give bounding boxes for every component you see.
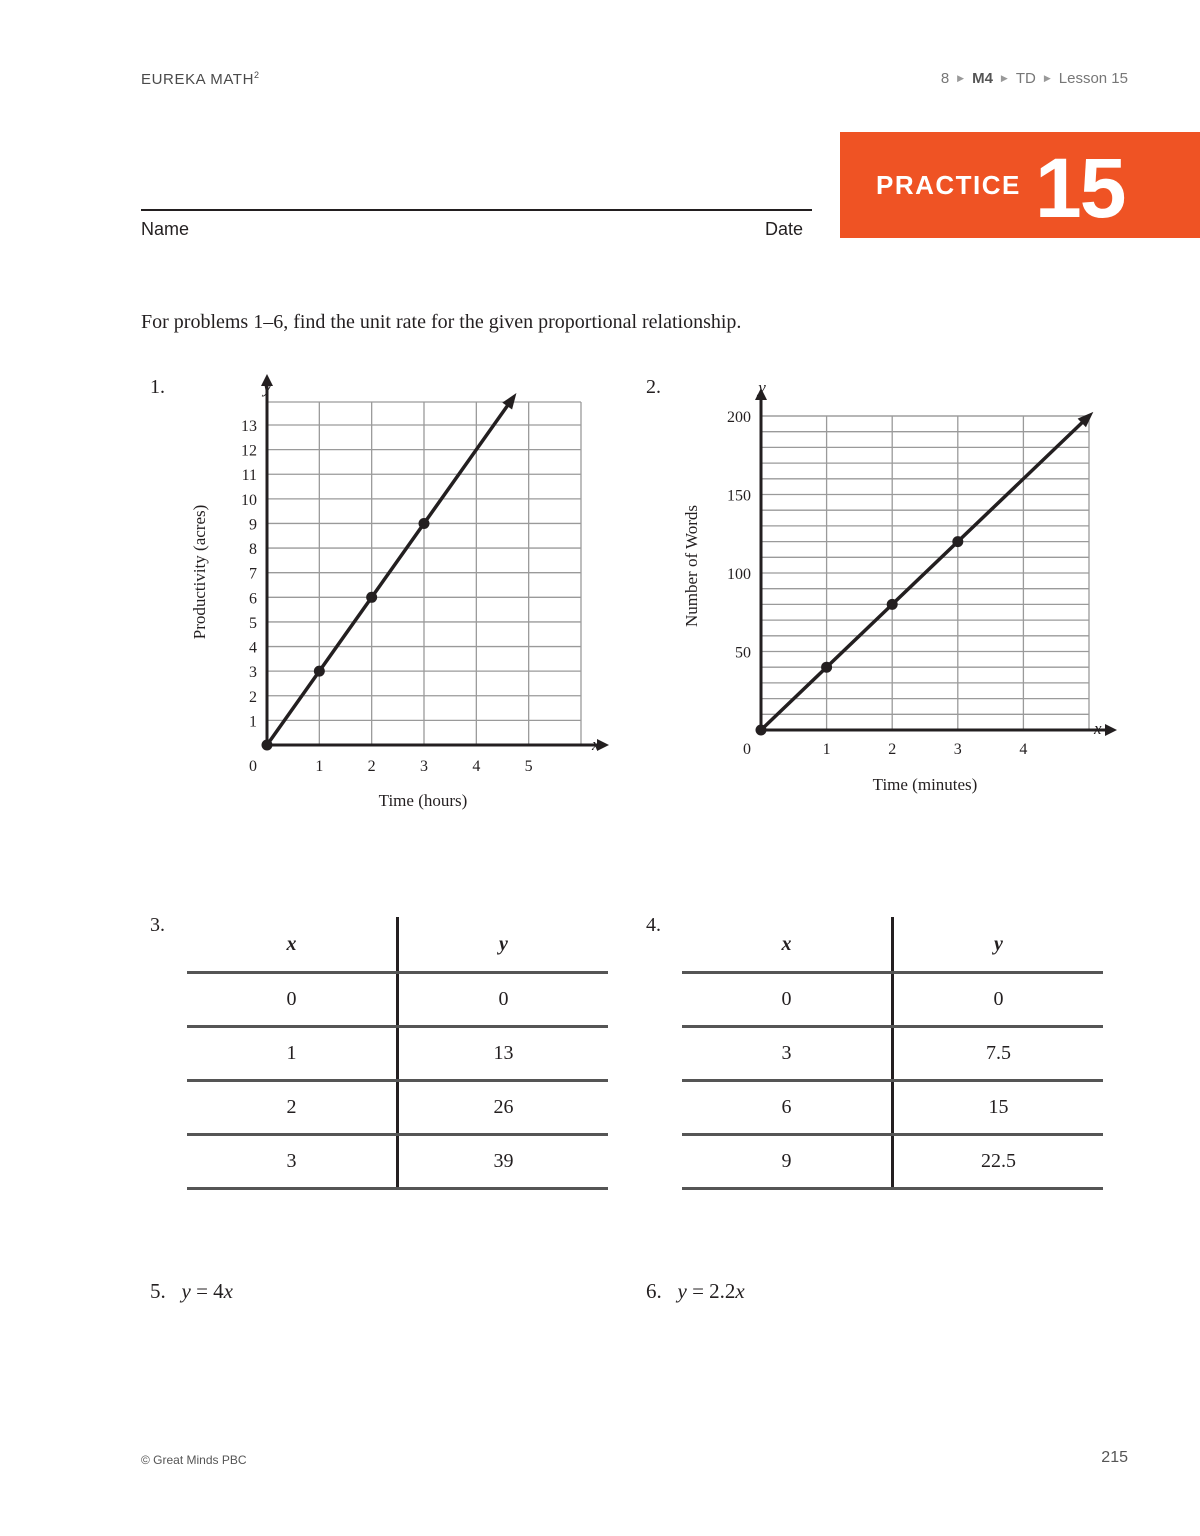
table-row	[682, 1027, 1103, 1081]
eq-5-rhs: = 4	[190, 1279, 224, 1303]
page-number: 215	[1101, 1449, 1128, 1466]
chart-2-tick-labels	[727, 409, 1027, 758]
cell-y: 7.5	[893, 1027, 1104, 1081]
x-tick-label: 4	[1019, 741, 1028, 758]
cell-x: 3	[682, 1027, 893, 1081]
cell-x: 9	[682, 1135, 893, 1189]
table-row	[187, 973, 608, 1027]
cell-y: 0	[398, 973, 609, 1027]
chart-2-y-label: Number of Words	[682, 504, 701, 628]
y-tick-label: 6	[249, 590, 257, 608]
data-point	[756, 725, 767, 736]
chart-1-y-var: y	[263, 378, 271, 397]
date-label: Date	[765, 219, 804, 239]
x-tick-label: 3	[420, 758, 428, 775]
y-tick-label: 50	[735, 644, 751, 662]
eq-5-lhs: y	[181, 1279, 191, 1303]
chart-2-x-var: x	[1094, 719, 1102, 738]
chart-2-x-label: Time (minutes)	[872, 775, 978, 794]
chart-1-y-label: Productivity (acres)	[190, 504, 209, 640]
crumb-lesson: Lesson 15	[1058, 70, 1128, 87]
y-tick-label: 13	[241, 418, 257, 435]
x-tick-label: 1	[822, 741, 831, 758]
cell-y: 0	[893, 973, 1104, 1027]
table-header-row	[682, 917, 1103, 973]
problem-5-number: 5.	[150, 1279, 166, 1303]
practice-label: PRACTICE	[876, 170, 1021, 200]
table-4	[682, 917, 1103, 1190]
crumb-module: M4	[972, 70, 993, 87]
x-tick-label: 2	[888, 741, 897, 758]
table-3	[187, 917, 608, 1190]
cell-y: 22.5	[893, 1135, 1104, 1189]
chevron-right-icon: ▶	[957, 73, 965, 83]
problem-2-number: 2.	[646, 376, 661, 398]
x-tick-label: 5	[524, 758, 533, 775]
y-tick-label: 100	[727, 566, 751, 583]
data-point	[887, 599, 898, 610]
y-tick-label: 8	[249, 541, 257, 559]
cell-x: 1	[187, 1027, 398, 1081]
copyright: © Great Minds PBC	[141, 1453, 247, 1467]
practice-number: 15	[1035, 141, 1125, 235]
y-tick-label: 12	[241, 442, 257, 460]
chart-2-y-var: y	[758, 378, 766, 397]
instructions: For problems 1–6, find the unit rate for the given proportional relationship.	[141, 311, 742, 333]
cell-x: 6	[682, 1081, 893, 1135]
table-row	[187, 1081, 608, 1135]
x-tick-label: 0	[743, 741, 751, 758]
cell-y: 13	[398, 1027, 609, 1081]
name-label: Name	[141, 219, 190, 239]
table-header-row	[187, 917, 608, 973]
cell-x: 0	[187, 973, 398, 1027]
cell-x: 0	[682, 973, 893, 1027]
chevron-right-icon: ▶	[1043, 73, 1051, 83]
y-tick-label: 9	[249, 516, 257, 534]
y-tick-label: 3	[249, 664, 257, 682]
x-tick-label: 0	[249, 758, 257, 775]
problem-6	[646, 1279, 745, 1304]
y-tick-label: 5	[249, 614, 257, 632]
y-tick-label: 2	[249, 688, 257, 706]
problem-4-number: 4.	[646, 914, 661, 936]
cell-y: 15	[893, 1081, 1104, 1135]
y-tick-label: 7	[249, 565, 257, 583]
eq-5-var: x	[223, 1279, 233, 1303]
table-row	[682, 1081, 1103, 1135]
x-tick-label: 2	[367, 758, 376, 775]
cell-x: 3	[187, 1135, 398, 1189]
table-row	[682, 973, 1103, 1027]
crumb-topic: TD	[1015, 70, 1036, 87]
table-row	[682, 1135, 1103, 1189]
col-header-x: x	[682, 917, 893, 973]
y-tick-label: 4	[249, 639, 257, 657]
col-header-y: y	[893, 917, 1104, 973]
col-header-x: x	[187, 917, 398, 973]
eq-6-var: x	[735, 1279, 745, 1303]
eq-6-lhs: y	[677, 1279, 687, 1303]
x-tick-label: 4	[472, 758, 481, 775]
data-point	[952, 536, 963, 547]
problem-6-number: 6.	[646, 1279, 662, 1303]
x-tick-label: 1	[315, 758, 324, 775]
y-tick-label: 11	[241, 467, 257, 485]
eq-6-rhs: = 2.2	[686, 1279, 736, 1303]
cell-y: 39	[398, 1135, 609, 1189]
chevron-right-icon: ▶	[1000, 73, 1008, 83]
chart-1-x-var: x	[592, 735, 600, 754]
table-row	[187, 1027, 608, 1081]
cell-x: 2	[187, 1081, 398, 1135]
cell-y: 26	[398, 1081, 609, 1135]
x-axis-arrow-icon	[1105, 724, 1117, 736]
problem-5	[150, 1279, 233, 1304]
brand-logo: EUREKA MATH$^2$	[141, 70, 260, 88]
crumb-grade: 8	[940, 70, 950, 87]
table-row	[187, 1135, 608, 1189]
y-tick-label: 10	[241, 491, 257, 509]
col-header-y: y	[398, 917, 609, 973]
y-tick-label: 150	[727, 487, 751, 505]
problem-3-number: 3.	[150, 914, 165, 936]
chart-2-series	[756, 408, 1098, 736]
y-tick-label: 1	[249, 713, 257, 731]
chart-1-x-label: Time (hours)	[378, 791, 468, 810]
y-tick-label: 200	[727, 409, 751, 426]
problem-1-number: 1.	[150, 376, 165, 398]
x-tick-label: 3	[953, 741, 962, 758]
data-point	[821, 662, 832, 673]
